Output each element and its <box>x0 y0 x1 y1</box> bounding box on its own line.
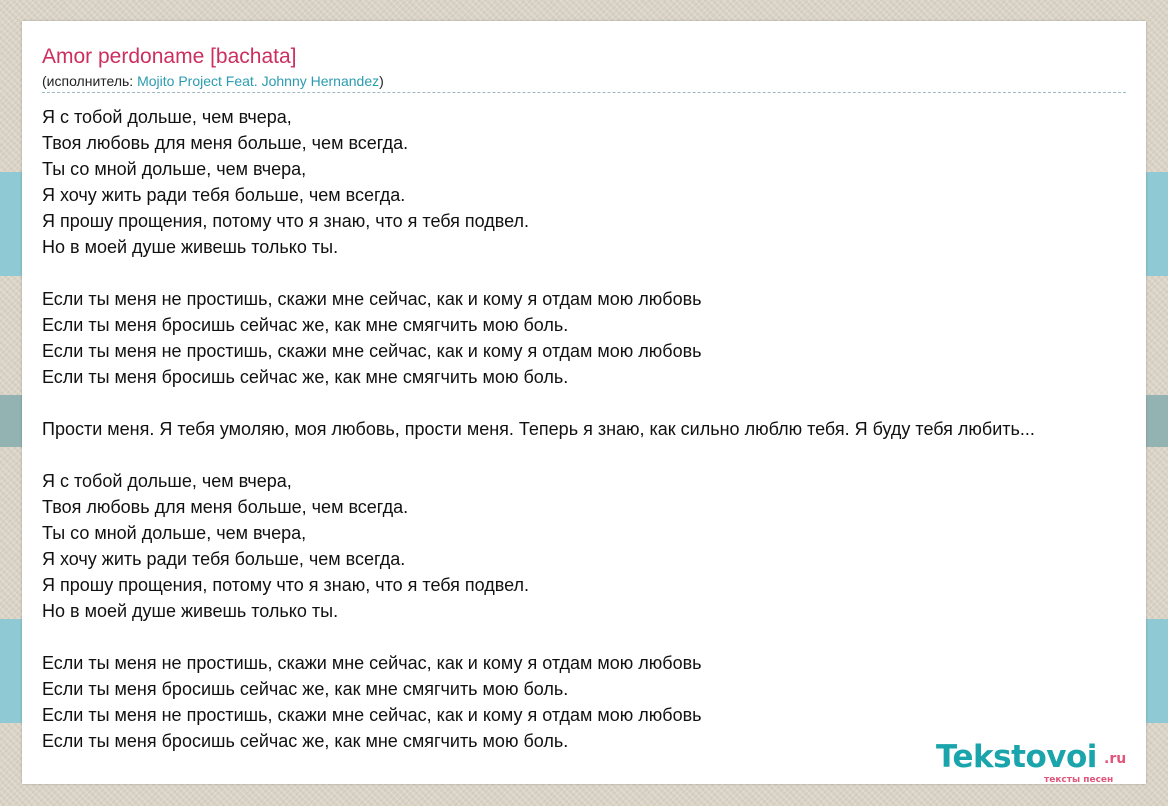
performer-suffix: ) <box>379 73 384 89</box>
lyric-line: Если ты меня не простишь, скажи мне сейчас, как и кому я отдам мою любовь <box>42 705 702 725</box>
stanza-gap <box>42 442 1142 468</box>
lyric-line: Если ты меня не простишь, скажи мне сейчас, как и кому я отдам мою любовь <box>42 341 702 361</box>
lyric-line: Я прошу прощения, потому что я знаю, что я тебя подвел. <box>42 575 530 595</box>
lyric-line: Ты со мной дольше, чем вчера, <box>42 523 307 543</box>
lyric-line: Если ты меня не простишь, скажи мне сейчас, как и кому я отдам мою любовь <box>42 653 702 673</box>
lyric-line: Твоя любовь для меня больше, чем всегда. <box>42 133 409 153</box>
stanza-gap <box>42 390 1142 416</box>
lyric-line: Я прошу прощения, потому что я знаю, что я тебя подвел. <box>42 211 530 231</box>
lyric-line: Я с тобой дольше, чем вчера, <box>42 471 292 491</box>
lyric-line: Если ты меня бросишь сейчас же, как мне смягчить мою боль. <box>42 367 569 387</box>
stanza-gap <box>42 260 1142 286</box>
artist-link[interactable]: Mojito Project Feat. Johnny Hernandez <box>137 73 380 89</box>
logo-name: Tekstovoi <box>936 739 1097 775</box>
lyric-line: Я хочу жить ради тебя больше, чем всегда. <box>42 185 406 205</box>
lyric-line: Прости меня. Я тебя умоляю, моя любовь, прости меня. Теперь я знаю, как сильно люблю тебя. Я буду тебя любить... <box>42 419 1035 439</box>
logo-tagline: тексты песен <box>1044 775 1114 784</box>
lyric-line: Твоя любовь для меня больше, чем всегда. <box>42 497 409 517</box>
title-divider <box>42 92 1126 93</box>
lyric-line: Я с тобой дольше, чем вчера, <box>42 107 292 127</box>
lyric-line: Но в моей душе живешь только ты. <box>42 601 339 621</box>
performer-prefix: (исполнитель: <box>42 73 138 89</box>
lyric-line: Если ты меня бросишь сейчас же, как мне смягчить мою боль. <box>42 315 569 335</box>
lyric-line: Я хочу жить ради тебя больше, чем всегда. <box>42 549 406 569</box>
song-title: Amor perdoname [bachata] <box>42 45 297 68</box>
lyric-line: Ты со мной дольше, чем вчера, <box>42 159 307 179</box>
lyric-line: Но в моей душе живешь только ты. <box>42 237 339 257</box>
lyric-line: Если ты меня не простишь, скажи мне сейчас, как и кому я отдам мою любовь <box>42 289 702 309</box>
lyric-line: Если ты меня бросишь сейчас же, как мне смягчить мою боль. <box>42 731 569 751</box>
performer-line <box>42 72 384 90</box>
logo-domain: .ru <box>1104 751 1127 767</box>
stanza-gap <box>42 624 1142 650</box>
lyric-line: Если ты меня бросишь сейчас же, как мне смягчить мою боль. <box>42 679 569 699</box>
lyrics-body <box>42 104 1142 754</box>
site-logo[interactable] <box>936 737 1146 782</box>
lyrics-card <box>22 21 1146 784</box>
